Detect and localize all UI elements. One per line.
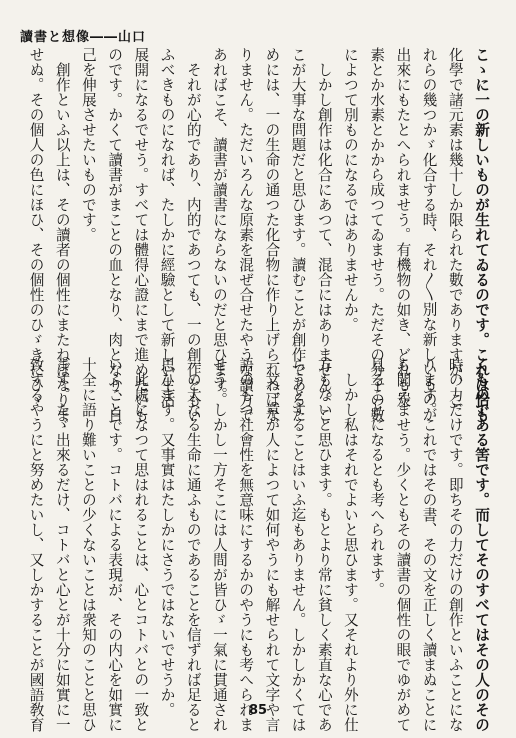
text-column: ります。これではその書、その文を正しく讀まぬことに [420, 357, 438, 732]
text-column: も聞えませう。少くともその讀書の個性の眼でゆがめて [394, 357, 412, 732]
text-column: 時の力だけです。即ちその力だけの創作といふことにな [446, 357, 464, 732]
text-column: しかし私はそれでよいと思ひます。又それより外に仕 [341, 357, 359, 732]
page-number: 85 [248, 703, 268, 718]
text-column: あればこそ、讀書が讀書にならないのだと思ひます。 [210, 47, 228, 407]
text-column: 出來にもたとへられませう。有機物の如き、どれも炭 [394, 47, 412, 407]
upper-text-block [6, 47, 494, 422]
text-column: いふことです。コトバによる表現が、その内心を如實に [106, 357, 124, 732]
text-column: 致するやうにと努めたいし、又しかすることが國語敎育 [27, 357, 45, 732]
text-column: 思ひます。又事實はたしかにさうではないでせうか。 [158, 357, 176, 717]
text-column: らうとすることはいふ迄もありません。しかしかくては [289, 357, 307, 732]
text-column: こが大事な問題だと思ひます。讀むことが創作であるた [289, 47, 307, 422]
text-column: 方もないと思ひます。もとより常に貧しく素直な心であ [315, 357, 333, 732]
text-column: のです。かくて讀書がまことの血となり、肉となり、自 [106, 47, 124, 422]
text-column: 語のもつ社會性を無意味にするかのやうにも考へられま [237, 357, 255, 732]
text-column: せう。しかし一方そこには人間が皆ひゞ一氣に貫通され [210, 357, 228, 732]
text-column: ます。たゞ出來るだけ、コトバと心とが十分に如實に一 [53, 357, 71, 732]
text-column: めには、一の生命の通つた化合物に作り上げられねばな [263, 47, 281, 422]
text-column: りません。ただいろんな原素を混ぜ合せたやうな讀方で [237, 47, 255, 422]
text-column: こゝに一の新しいものが生れてゐるのです。これは恰も [473, 47, 490, 422]
text-column: せぬ。その個人の色にほひ、その個性のひゞきにひゞ [27, 47, 45, 407]
text-column: 此處になつて思はれることは、心とコトバとの一致と [132, 357, 150, 732]
text-column: 己を伸展させたいものです。 [79, 47, 97, 242]
text-column: 創作といふ以上は、その讀者の個性にまたねばなりま [53, 47, 71, 422]
text-column: れらの幾つかゞ化合する時、それ〳〵別な新しいものが [420, 47, 438, 422]
text-column: 一の大なる生命に通ふものであることを信ずれば足ると [184, 357, 202, 732]
text-column: 十全に語り難いことの少くないことは衆知のことと思ひ [79, 357, 97, 732]
text-column: 素とか水素とかから成つてゐませう。ただその分子の數 [368, 47, 386, 422]
text-column: 展開になるでせう。すべては體得心證にまで進めたいも [132, 47, 150, 422]
text-column: それが心的であり、内的であつても、一の創作ともい [184, 47, 202, 422]
running-header: 讀書と想像――山口 [20, 30, 147, 45]
text-column: 見ることになるとも考へられます。 [368, 357, 386, 597]
text-column: ふべきものになれば、たしかに經驗として新しい生活 [158, 47, 176, 407]
text-column: 化學で諸元素は幾十しか限られた數でありますが、こ [446, 47, 464, 407]
text-column: 一文一章が人によつて如何やうにも解せられて文字や言 [263, 357, 281, 732]
text-column: くものである筈です。而してそのすべてはその人のその [473, 357, 490, 732]
text-column: しかし創作は化合にあつて、混合にはありません。こ [315, 47, 333, 422]
text-column: によつて別ものになるではありませんか。 [341, 47, 359, 332]
